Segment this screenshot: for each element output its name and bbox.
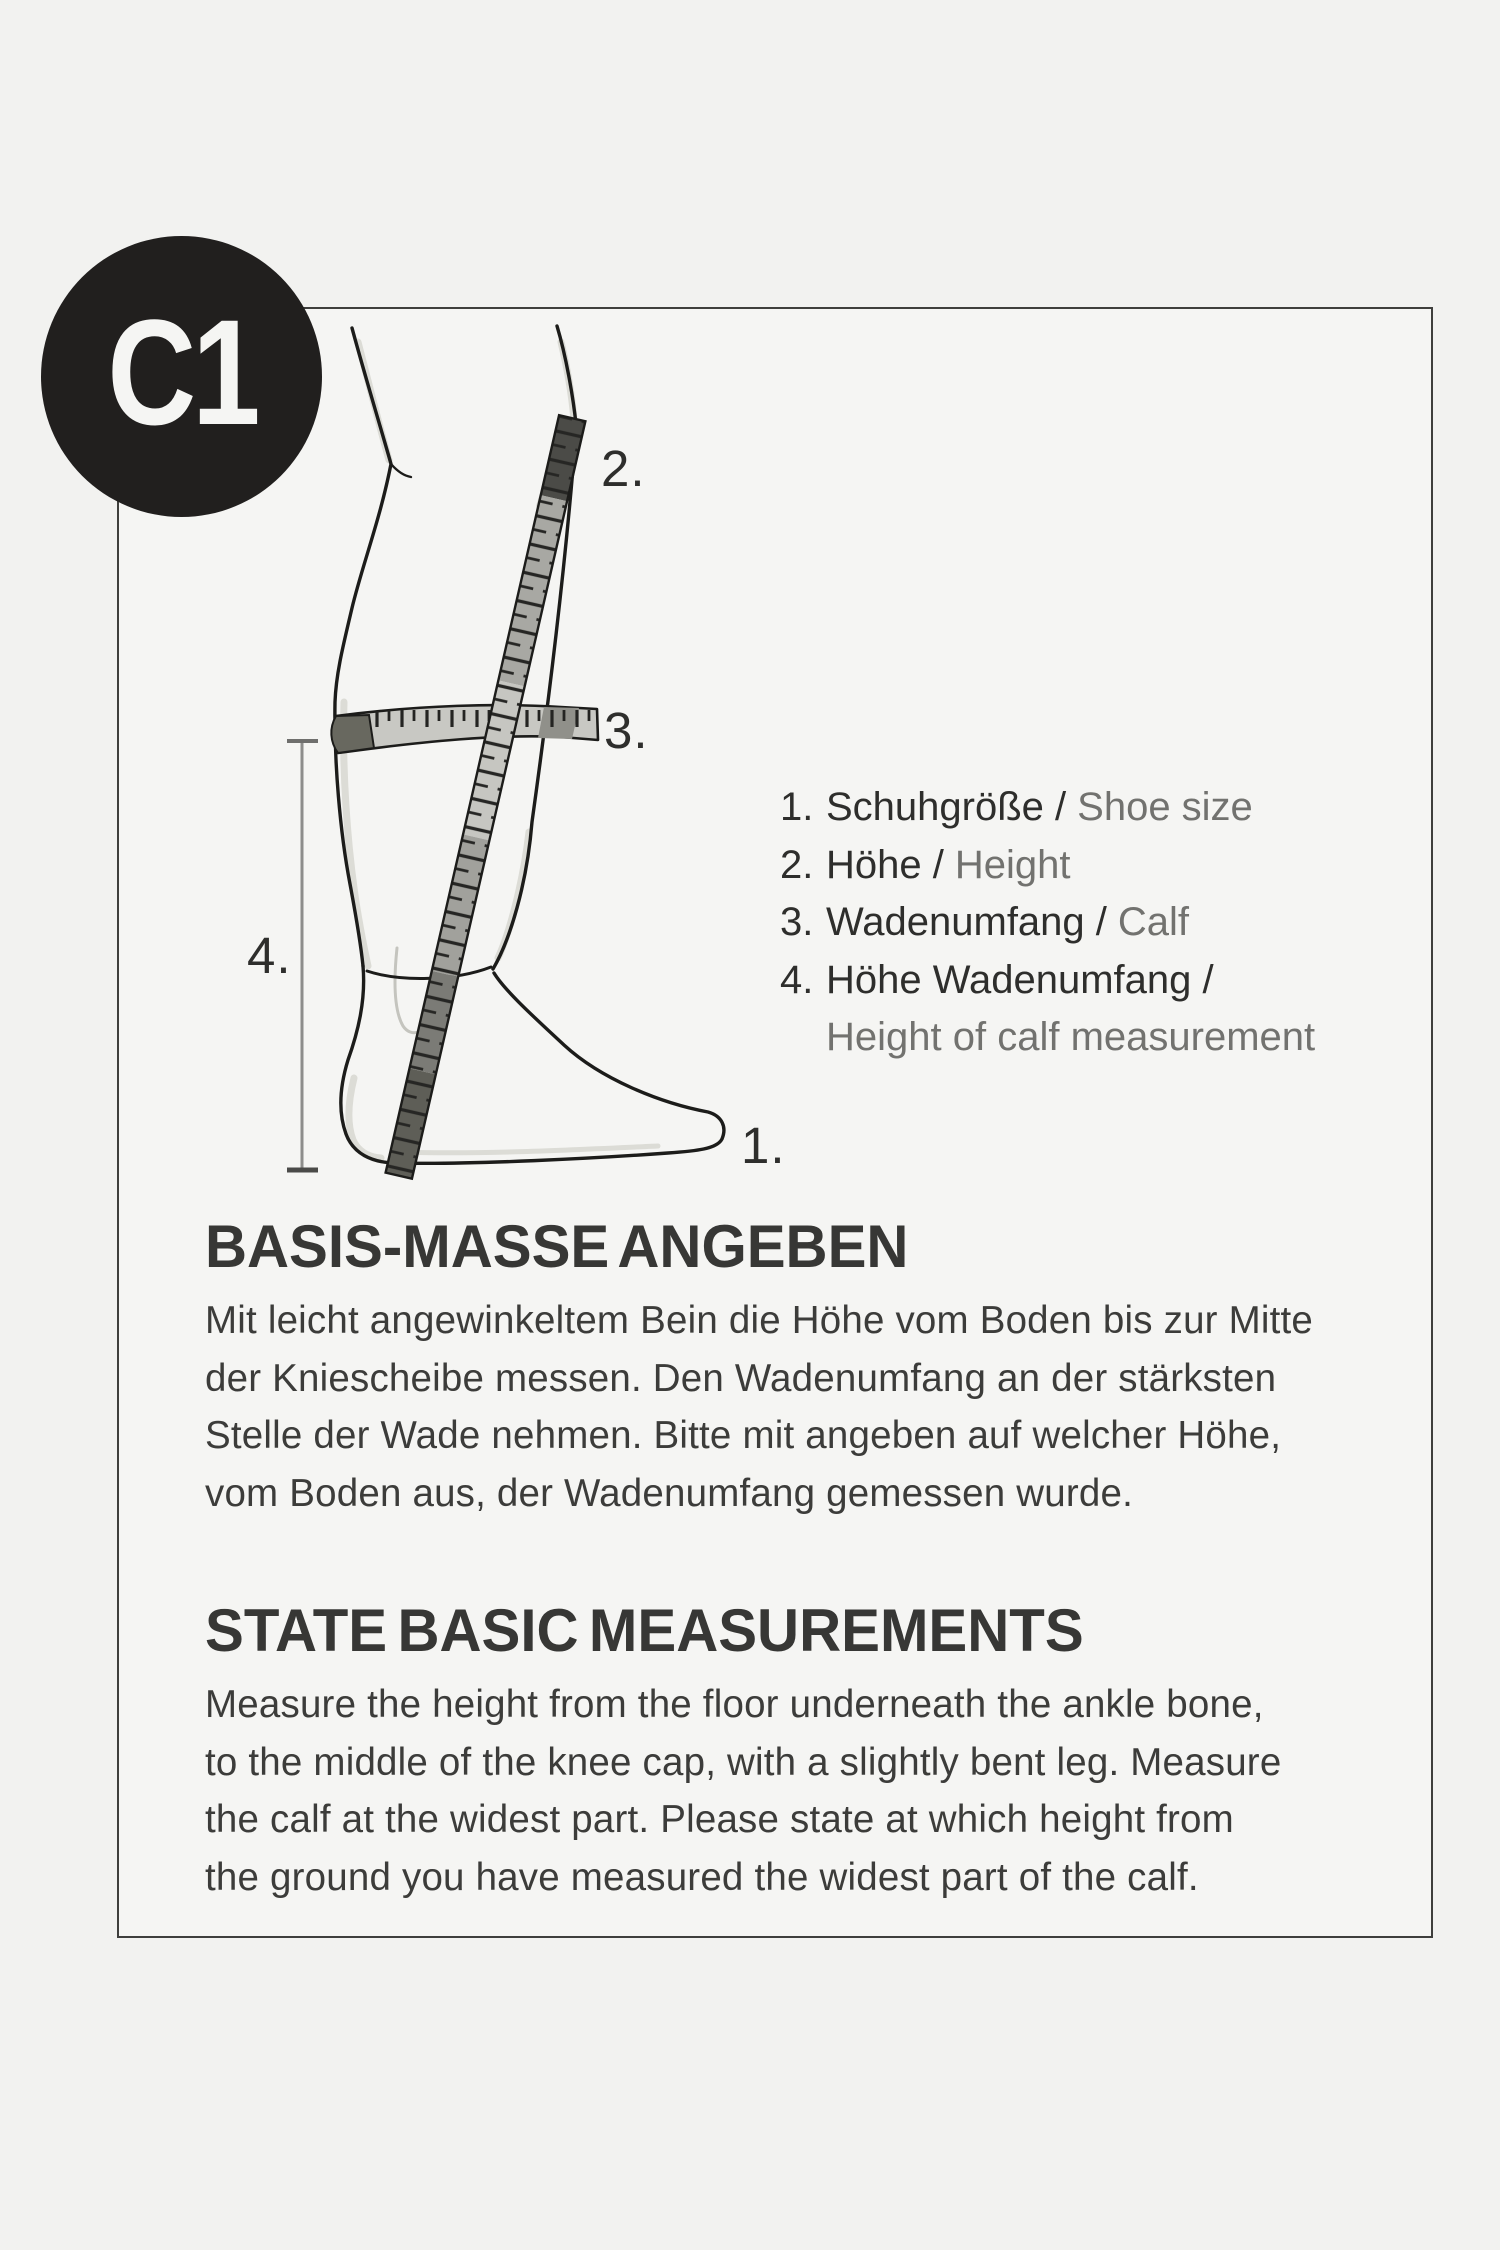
legend-label-de: Schuhgröße / (826, 785, 1067, 829)
legend-item-shoe-size (780, 779, 1315, 837)
paragraph-line: der Kniescheibe messen. Den Wadenumfang an der stärksten (205, 1356, 1277, 1400)
measurement-legend (780, 779, 1315, 1067)
figure-label-calf-height: 4. (247, 927, 292, 984)
paragraph-line: vom Boden aus, der Wadenumfang gemessen wurde. (205, 1471, 1134, 1515)
paragraph-line: to the middle of the knee cap, with a slightly bent leg. Measure (205, 1740, 1282, 1784)
legend-item-calf-height (780, 952, 1315, 1010)
legend-label-en: Shoe size (1077, 785, 1253, 829)
legend-number: 1. (780, 785, 814, 829)
legend-label-de: Höhe / (826, 842, 944, 887)
legend-number: 4. (780, 957, 814, 1002)
step-badge-label: C1 (106, 287, 257, 456)
paragraph-line: the ground you have measured the widest part of the calf. (205, 1855, 1199, 1899)
legend-item-calf-height-line2: Height of calf measurement (826, 1015, 1316, 1059)
section-german-heading: BASIS-MASSE ANGEBEN (205, 1213, 909, 1280)
section-english (205, 1597, 1282, 1906)
legend-number: 2. (780, 842, 814, 887)
legend-label-en: Calf (1117, 900, 1190, 944)
legend-label-de: Höhe Wadenumfang / (826, 957, 1214, 1002)
legend-item-height (780, 837, 1315, 895)
step-badge (41, 236, 322, 517)
figure-label-shoe-size: 1. (741, 1117, 786, 1174)
paragraph-line: Stelle der Wade nehmen. Bitte mit angeben auf welcher Höhe, (205, 1414, 1282, 1457)
section-english-heading: STATE BASIC MEASUREMENTS (205, 1597, 1084, 1664)
figure-label-height: 2. (601, 440, 646, 497)
legend-number: 3. (780, 900, 814, 944)
legend-label-de: Wadenumfang / (826, 900, 1107, 944)
figure-label-calf: 3. (604, 702, 649, 759)
legend-label-en: Height (954, 842, 1071, 887)
paragraph-line: the calf at the widest part. Please state at which height from (205, 1798, 1234, 1841)
legend-item-calf (780, 894, 1315, 952)
section-german (205, 1213, 1314, 1522)
paragraph-line: Mit leicht angewinkeltem Bein die Höhe vom Boden bis zur Mitte (205, 1299, 1314, 1342)
paragraph-line: Measure the height from the floor underneath the ankle bone, (205, 1683, 1264, 1726)
